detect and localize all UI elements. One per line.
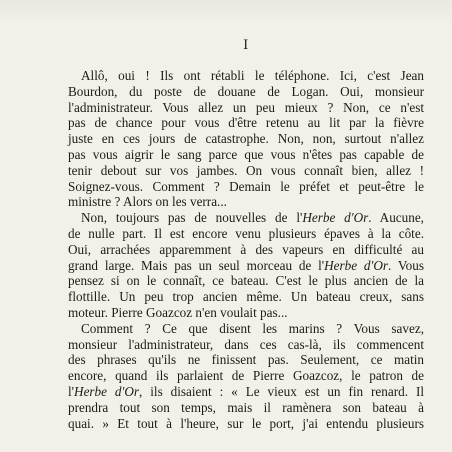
text-line: Allô, oui ! Ils ont rétabli le téléphone. Ici, c'est Jean: [81, 68, 424, 83]
text-line: ministre ? Alors on les verra...: [68, 194, 227, 210]
text-line: Non, toujours pas de nouvelles de l'Herbe d'Or. Aucune,: [81, 210, 424, 226]
text-line: monsieur l'administrateur, dans ces cas-là, ils commencent: [68, 336, 424, 352]
book-page: [68, 38, 424, 431]
text-line: pas de chance pour vous d'être retenu au lit par la fièvre: [68, 115, 424, 131]
paragraph-2: [68, 210, 424, 321]
text-line: quai. » Et tout à l'heure, sur le port, j'ai entendu plusieurs: [68, 415, 424, 431]
text-line: pas vous aigrir le sang parce que vous n'êtes pas capable de: [68, 146, 424, 162]
text-line: Soignez-vous. Comment ? Demain le préfet et peut-être le: [68, 178, 424, 194]
text-line: prendra tout son temps, mais il ramènera son bateau à: [68, 399, 424, 415]
text-line: flottille. Un peu trop ancien même. Un bateau creux, sans: [68, 289, 424, 305]
text-line: encore, quand ils parlaient de Pierre Goazcoz, le patron de: [68, 368, 424, 384]
text-line: juste en ces jours de catastrophe. Non, non, surtout n'allez: [68, 131, 424, 147]
text-line: moteur. Pierre Goazcoz n'en voulait pas...: [68, 304, 288, 320]
paragraph-1: [68, 68, 424, 210]
previous-page-bleed: [0, 0, 452, 24]
text-line: des phrases qu'ils ne finissent pas. Seulement, ce matin: [68, 352, 424, 368]
text-line: tenir debout sur vos jambes. On vous connaît bien, allez !: [68, 162, 424, 178]
text-line: grand large. Mais pas un seul morceau de l'Herbe d'Or. Vous: [68, 257, 425, 273]
text-line: de nulle part. Il est encore venu plusieurs épaves à la côte.: [68, 225, 424, 241]
text-line: Comment ? Ce que disent les marins ? Vous savez,: [81, 320, 424, 336]
chapter-heading: I: [243, 38, 249, 53]
text-line: l'Herbe d'Or, ils disaient : « Le vieux est un fin renard. Il: [68, 383, 424, 399]
text-line: Oui, arrachées apparemment à des vapeurs en difficulté au: [68, 241, 424, 257]
text-line: Bourdon, du poste de douane de Logan. Oui, monsieur: [68, 83, 424, 99]
text-line: pensez si on le connaît, ce bateau. C'est le plus ancien de la: [68, 273, 424, 289]
paragraph-3: [68, 321, 424, 432]
text-line: l'administrateur. Vous allez un peu mieux ? Non, ce n'est: [68, 99, 424, 115]
